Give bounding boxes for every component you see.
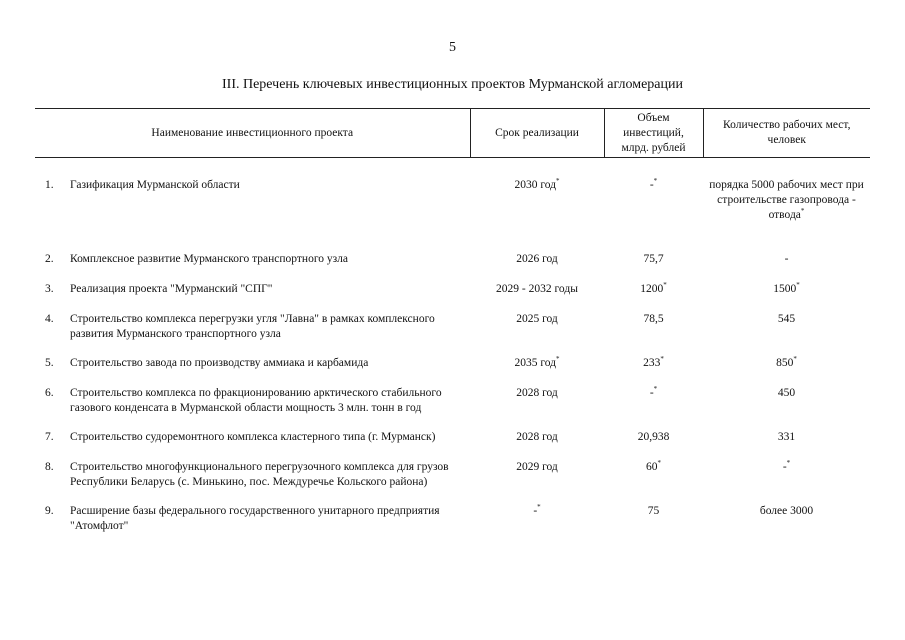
project-term-text: 2029 - 2032 годы bbox=[496, 283, 578, 295]
footnote-mark: * bbox=[653, 385, 658, 393]
row-number-text: 4. bbox=[45, 313, 54, 325]
row-number-text: 2. bbox=[45, 253, 54, 265]
project-investment-text: 233 bbox=[643, 357, 661, 369]
project-jobs bbox=[703, 372, 870, 416]
project-investment bbox=[604, 158, 703, 239]
row-number-text: 8. bbox=[45, 461, 54, 473]
table-row bbox=[35, 298, 870, 342]
row-number bbox=[35, 446, 69, 490]
row-number bbox=[35, 342, 69, 372]
footnote-mark: * bbox=[793, 355, 797, 363]
projects-table bbox=[35, 108, 870, 534]
footnote-mark: * bbox=[796, 281, 800, 289]
project-investment-text: 78,5 bbox=[643, 313, 664, 325]
row-number bbox=[35, 372, 69, 416]
table-row bbox=[35, 416, 870, 446]
footnote-mark: * bbox=[786, 459, 791, 467]
row-number-text: 1. bbox=[45, 179, 54, 191]
table-row bbox=[35, 446, 870, 490]
row-number bbox=[35, 298, 69, 342]
table-row bbox=[35, 342, 870, 372]
project-investment bbox=[604, 490, 703, 534]
table-header-row bbox=[35, 109, 870, 158]
project-jobs bbox=[703, 158, 870, 239]
project-term bbox=[470, 416, 604, 446]
project-name-text: Строительство многофункционального перегрузочного комплекса для грузов Республики Беларусь (с. Минькино, пос. Междуречье Кольского района) bbox=[70, 461, 449, 488]
project-term bbox=[470, 158, 604, 239]
page-number: 5 bbox=[449, 40, 456, 55]
footnote-mark: * bbox=[800, 207, 805, 215]
project-term-text: 2035 год bbox=[514, 357, 557, 369]
project-investment bbox=[604, 268, 703, 298]
project-jobs bbox=[703, 268, 870, 298]
project-name bbox=[69, 238, 470, 268]
project-jobs bbox=[703, 342, 870, 372]
footnote-mark: * bbox=[556, 355, 560, 363]
project-jobs-text: более 3000 bbox=[759, 505, 814, 517]
project-term-text: 2028 год bbox=[516, 387, 558, 399]
footnote-mark: * bbox=[663, 281, 667, 289]
project-jobs-text: порядка 5000 рабочих мест при строительстве газопровода - отвода bbox=[709, 179, 864, 221]
table-row bbox=[35, 158, 870, 239]
project-name-text: Строительство комплекса перегрузки угля "Лавна" в рамках комплексного развития Мурманского транспортного узла bbox=[70, 313, 435, 340]
project-investment-text: 1200 bbox=[640, 283, 664, 295]
footnote-mark: * bbox=[660, 355, 664, 363]
project-jobs bbox=[703, 298, 870, 342]
project-term bbox=[470, 490, 604, 534]
project-investment-text: 75,7 bbox=[643, 253, 664, 265]
project-name-text: Строительство судоремонтного комплекса кластерного типа (г. Мурманск) bbox=[70, 431, 436, 443]
project-investment-text: - bbox=[649, 179, 654, 191]
project-name bbox=[69, 298, 470, 342]
project-name-text: Расширение базы федерального государственного унитарного предприятия "Атомфлот" bbox=[70, 505, 440, 532]
project-name-text: Строительство завода по производству аммиака и карбамида bbox=[70, 357, 369, 369]
footnote-mark: * bbox=[537, 503, 541, 511]
project-name bbox=[69, 446, 470, 490]
project-jobs-text: 545 bbox=[777, 313, 796, 325]
project-term-text: 2029 год bbox=[516, 461, 558, 473]
project-name bbox=[69, 158, 470, 239]
project-term-text: 2026 год bbox=[516, 253, 558, 265]
project-name-text: Комплексное развитие Мурманского транспортного узла bbox=[70, 253, 349, 265]
project-term bbox=[470, 238, 604, 268]
row-number bbox=[35, 268, 69, 298]
header-investment: Объем инвестиций, млрд. рублей bbox=[604, 109, 703, 158]
project-name bbox=[69, 268, 470, 298]
project-investment bbox=[604, 372, 703, 416]
header-jobs: Количество рабочих мест, человек bbox=[703, 109, 870, 158]
row-number-text: 7. bbox=[45, 431, 54, 443]
row-number-text: 6. bbox=[45, 387, 54, 399]
footnote-mark: * bbox=[653, 177, 658, 185]
project-term-text: 2028 год bbox=[516, 431, 558, 443]
project-jobs-text: - bbox=[784, 253, 789, 265]
project-jobs-text: 331 bbox=[777, 431, 796, 443]
table-row bbox=[35, 372, 870, 416]
project-jobs-text: - bbox=[782, 461, 787, 473]
row-number bbox=[35, 490, 69, 534]
project-investment bbox=[604, 416, 703, 446]
project-investment-text: - bbox=[649, 387, 654, 399]
header-project-name: Наименование инвестиционного проекта bbox=[35, 109, 470, 158]
project-investment-text: 75 bbox=[647, 505, 660, 517]
project-jobs bbox=[703, 416, 870, 446]
project-name bbox=[69, 372, 470, 416]
row-number bbox=[35, 416, 69, 446]
footnote-mark: * bbox=[556, 177, 560, 185]
project-name bbox=[69, 342, 470, 372]
row-number bbox=[35, 238, 69, 268]
project-term bbox=[470, 342, 604, 372]
project-name bbox=[69, 490, 470, 534]
project-term bbox=[470, 298, 604, 342]
table-body bbox=[35, 158, 870, 535]
header-term: Срок реализации bbox=[470, 109, 604, 158]
row-number-text: 3. bbox=[45, 283, 54, 295]
project-name-text: Газификация Мурманской области bbox=[70, 179, 240, 191]
project-investment-text: 60 bbox=[646, 461, 658, 473]
page-title: III. Перечень ключевых инвестиционных проектов Мурманской агломерации bbox=[222, 77, 683, 92]
project-jobs-text: 1500 bbox=[773, 283, 797, 295]
project-jobs-text: 850 bbox=[776, 357, 794, 369]
project-term bbox=[470, 268, 604, 298]
row-number-text: 5. bbox=[45, 357, 54, 369]
project-jobs bbox=[703, 446, 870, 490]
project-term bbox=[470, 446, 604, 490]
project-name-text: Реализация проекта "Мурманский "СПГ" bbox=[70, 283, 273, 295]
project-term-text: - bbox=[533, 505, 538, 517]
project-term bbox=[470, 372, 604, 416]
project-jobs bbox=[703, 490, 870, 534]
project-investment bbox=[604, 238, 703, 268]
project-jobs-text: 450 bbox=[777, 387, 796, 399]
project-investment bbox=[604, 342, 703, 372]
project-investment-text: 20,938 bbox=[637, 431, 670, 443]
project-term-text: 2025 год bbox=[516, 313, 558, 325]
table-row bbox=[35, 268, 870, 298]
row-number bbox=[35, 158, 69, 239]
project-investment bbox=[604, 298, 703, 342]
project-name-text: Строительство комплекса по фракционированию арктического стабильного газового конденсата в Мурманской области мощность 3 млн. тонн в год bbox=[70, 387, 442, 414]
footnote-mark: * bbox=[657, 459, 661, 467]
table-row bbox=[35, 238, 870, 268]
table-row bbox=[35, 490, 870, 534]
project-name bbox=[69, 416, 470, 446]
project-investment bbox=[604, 446, 703, 490]
project-term-text: 2030 год bbox=[514, 179, 557, 191]
project-jobs bbox=[703, 238, 870, 268]
row-number-text: 9. bbox=[45, 505, 54, 517]
